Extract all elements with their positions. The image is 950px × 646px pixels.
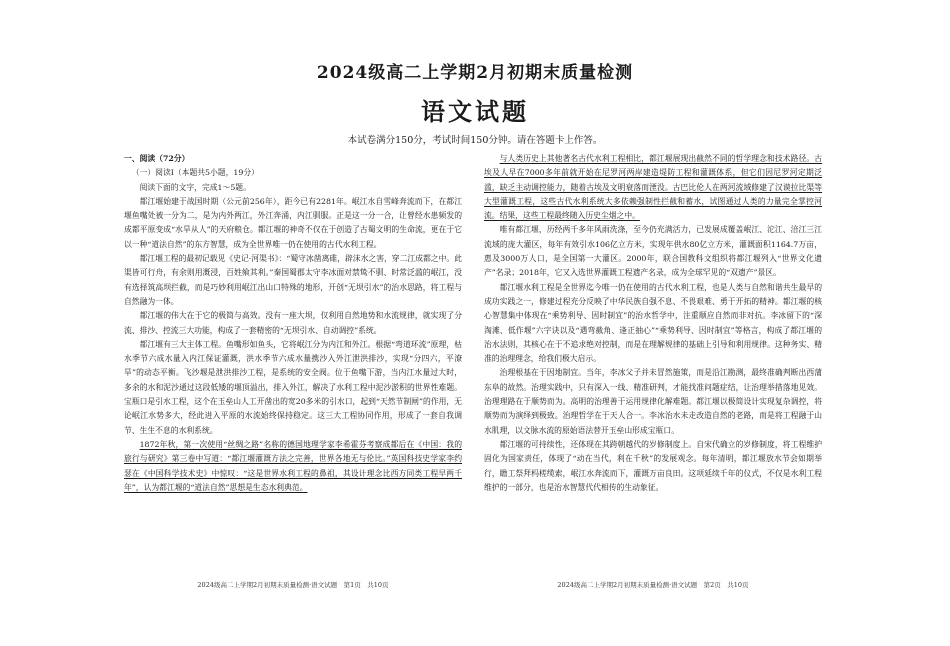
paragraph: 都江堰的伟大在于它的极简与高效。没有一座大坝，仅利用自然地势和水流规律，就实现了分流、排沙、控流三大功能，构成了一套精密的“无坝引水、自动调控”系统。	[124, 311, 462, 335]
right-column	[484, 152, 822, 495]
section-heading: 一、阅读（72分）	[124, 154, 190, 163]
paragraph: 治理根基在于因地制宜。当年，李冰父子并未冒然施策，而是沿江勘测，最终准确判断出西蒲东阜的故然。治理实践中，只有深入一线、精准研判，才能找准问题症结，让治理举措落地见效。治理理路在于顺势而为。高明的治理善于运用规律化解难题。都江堰以极简设计实现复杂调控，将顺势而为演绎到极致。治理哲学在于天人合一。李冰治水未走改造自然的老路，而是将工程融于山水肌理，以文脉水流的原始语法替开玉垒山形成宝瓶口。	[484, 368, 822, 435]
paragraph: 都江堰的可持续性，还体现在其跨朝越代的岁修制度上。自宋代确立的岁修制度，将工程维护固化为国家责任，体现了“动在当代，利在千秋”的发展观念。每年清明，都江堰放水节会如期举行，瞻工祭拜杩槎缆索，岷江水奔流而下，灌溉万亩良田。这项延续千年的仪式，不仅是水利工程维护的一部分，也是治水智慧代代相传的生动象征。	[484, 439, 822, 492]
exam-title: 2024级高二上学期2月初期末质量检测	[316, 63, 634, 83]
reading-instruction: 阅读下面的文字，完成1～5题。	[139, 182, 251, 192]
page-footer-2: 2024级高二上学期2月初期末质量检测·语文试题 第2页 共10页	[557, 581, 749, 589]
paragraph: 都江堰有三大主体工程。鱼嘴形如鱼头，它将岷江分为内江和外江。根据“弯道环流”原理，枯水季节六成水量入内江保证灌溉，洪水季节六成水量携沙入外江泄洪排沙，实现“分四六，平潦旱”的动态平衡。飞沙堰是泄洪排沙工程，是系统的安全阀。位于鱼嘴下游，当内江水量过大时，多余的水和泥沙通过这段低矮的堰顶溢出，排入外江，解决了水利工程中泥沙淤积的世界性难题。宝瓶口是引水工程，这个在玉垒山人工开凿出的宽20多米的引水口，起到“天然节制闸”的作用，无论岷江水势多大，经此进入平原的水流始终保持稳定。这三大工程协同作用，形成了一套自我调节、生生不息的水利系统。	[124, 339, 462, 435]
paragraph: 唯有都江堰，历经两千多年风雨洗涤，至今仍充满活力，已发展成覆盖岷江、沱江、涪江三江流域的庞大灌区，每年有效引水106亿立方米，实现年供水80亿立方米，灌溉面积1164.7万亩，惠及3000万人口，是全国第一大灌区。2000年，联合国教科文组织将都江堰列入“世界文化遗产”名录；2018年，它又入选世界灌溉工程遗产名录，成为全球罕见的“双遗产”景区。	[484, 225, 822, 278]
left-column	[124, 152, 462, 495]
page-footer-1: 2024级高二上学期2月初期末质量检测·语文试题 第1页 共10页	[197, 581, 389, 589]
underlined-paragraph: 与人类历史上其他著名古代水利工程相比，都江堰展现出截然不同的哲学理念和技术路径。古埃及人早在7000多年前就开始在尼罗河两岸建造堤防工程和灌溉体系，但它们因尼罗河定期泛滥，缺乏主动调控能力，随着古埃及文明衰落而湮没。古巴比伦人在两河流域修建了汉谟拉比渠等大型灌溉工程，这些古代水利系统大多依赖强制性拦截和蓄水，试图通过人类的力量完全掌控河流。结果，这些工程最终随入历史尘烟之中。	[484, 154, 822, 221]
subject-title: 语文试题	[421, 97, 529, 126]
exam-instructions: 本试卷满分150分，考试时间150分钟。请在答题卡上作答。	[347, 135, 603, 146]
paragraph: 都江堰始建于战国时期（公元前256年），距今已有2281年。岷江水自雪峰奔流而下，在都江堰鱼嘴处被一分为二，是为内外两江，外江奔涌，内江驯服。正是这一分一合，让曾经水患频发的成都平原变成“水旱从人”的天府粮仓。都江堰的神奇不仅在于创造了古蜀文明的生命流，更在于它以一种“道法自然”的东方智慧，成为全世界唯一仍在使用的古代水利工程。	[124, 196, 462, 249]
underlined-paragraph: 1872年秋，第一次使用“丝绸之路”名称的德国地理学家李希霍芬考察成都后在《中国：我的旅行与研究》第三卷中写道：“都江堰灌溉方法之完善，世界各地无与伦比。”英国科技史学家李约瑟在《中国科学技术史》中惊叹：“这是世界水利工程的鼻祖，其设计理念比西方同类工程早两千年”，认为都江堰的“道法自然”思想是生态水利典范。	[124, 439, 462, 492]
paragraph: 都江堰水利工程是全世界迄今唯一仍在使用的古代水利工程，也是人类与自然和谐共生最早的成功实践之一，修建过程充分反映了中华民族自强不息、不畏艰难、勇于开拓的精神。都江堰的核心智慧集中体现在“乘势利导、因时制宜”的治水哲学中，注重顺应自然而非对抗。李冰留下的“深淘滩、低作堰”六字诀以及“遇弯截角、逢正抽心”“乘势利导、因时制宜”等格言，构成了都江堰的治水法则，其核心在于不追求绝对控制，而是在理解规律的基础上引导和利用规律。这种务实、精准的治理理念，给我们极大启示。	[484, 282, 822, 364]
paragraph: 都江堰工程的最初记载见《史记·河渠书》：“蜀守冰凿离碓，辟沫水之害，穿二江成都之中。此渠皆可行舟，有余则用溉浸，百姓飨其利。”秦国蜀郡太守李冰面对禁鸷不驯、时常泛滥的岷江，没有选择筑高坝拦截，而是巧妙利用岷江出山口特殊的地形，开创“无坝引水”的治水思路，将工程与自然融为一体。	[124, 254, 462, 306]
subsection-heading: （一）阅读Ⅰ（本题共5小题，19分）	[131, 168, 259, 178]
